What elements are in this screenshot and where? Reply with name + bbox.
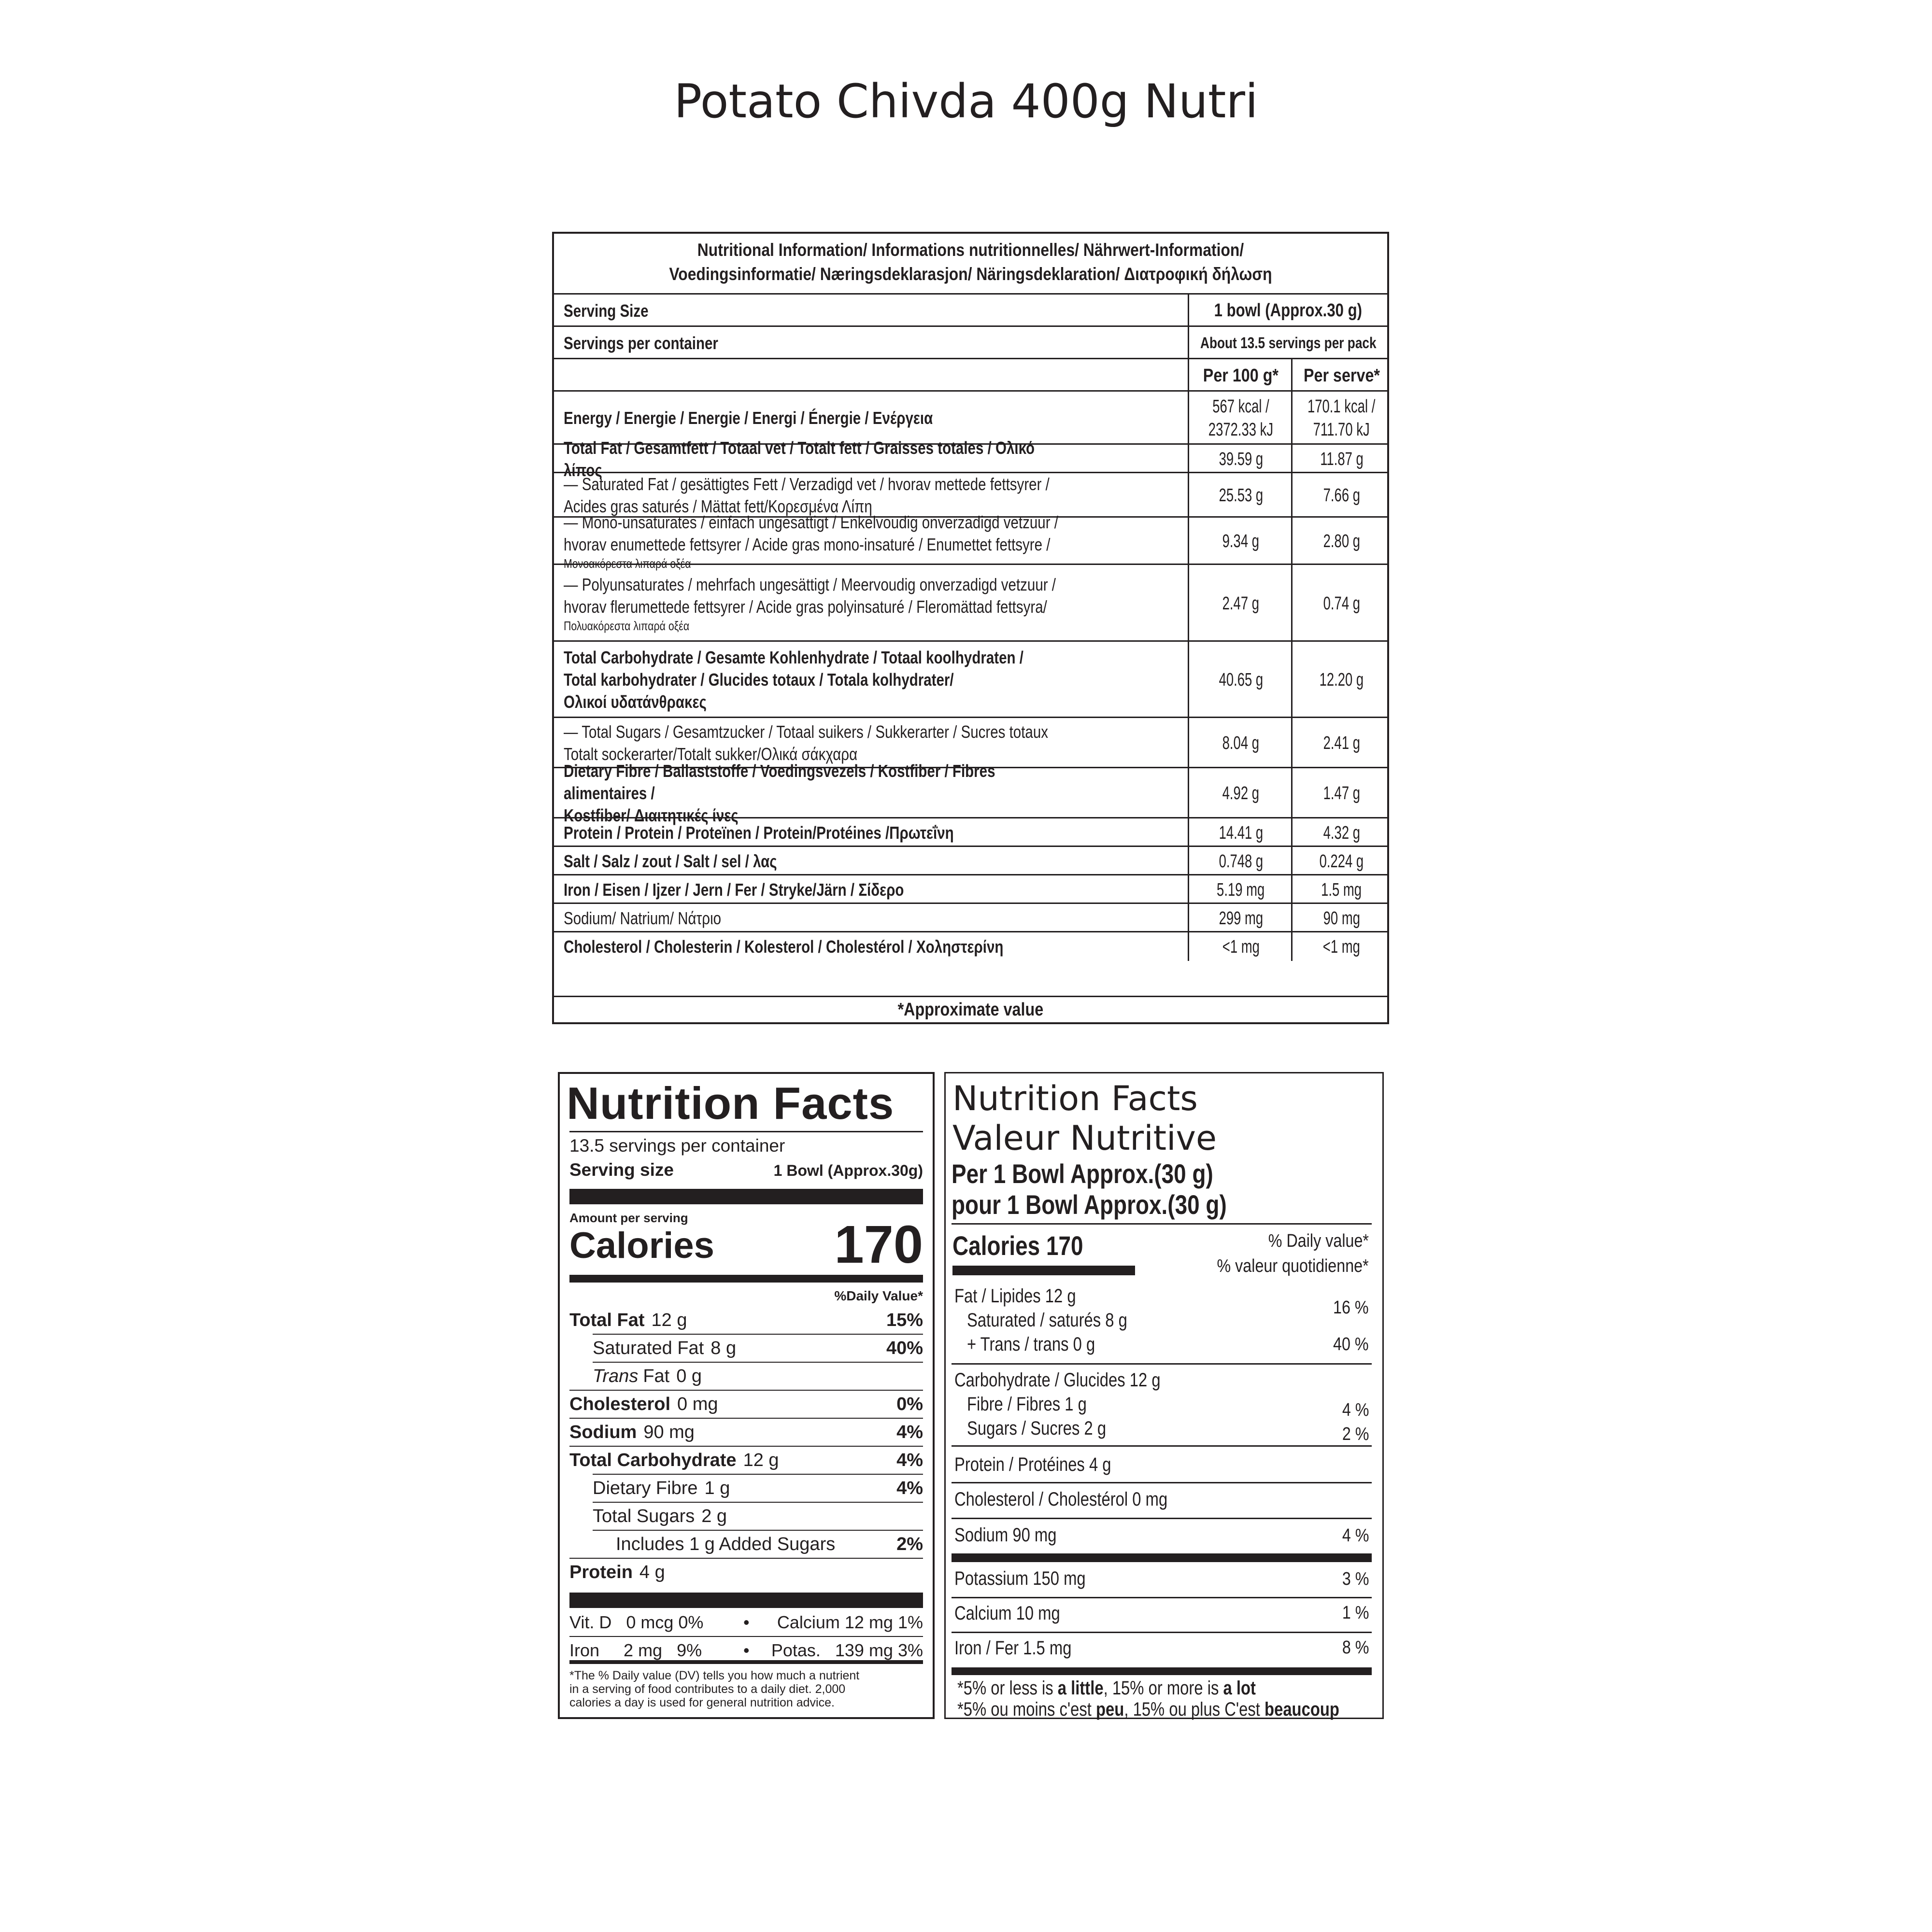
nutrient-name: Includes 1 g Added Sugars <box>616 1534 836 1554</box>
table-row <box>554 931 1387 961</box>
daily-value-header: %Daily Value* <box>834 1288 923 1303</box>
nutrient-label <box>564 512 1059 571</box>
table-row <box>554 564 1387 642</box>
nutrient-label-line: Total karbohydrater / Glucides totaux / Totala kolhydrater/ <box>564 670 954 690</box>
nutrient-label <box>564 761 1059 825</box>
nutrient-daily-value: 4% <box>896 1450 923 1470</box>
value-per-100g <box>1188 875 1293 904</box>
value-line: <1 mg <box>1322 936 1361 957</box>
nutrient-amount: 2 g <box>701 1506 727 1526</box>
nutrient-name: Cholesterol <box>569 1394 671 1414</box>
ca-sat-trans-dv: 40 % <box>1333 1334 1369 1354</box>
value-line: 4.92 g <box>1222 783 1260 804</box>
ca-footnote-fr: *5% ou moins c'est peu, 15% ou plus C'est beaucoup <box>957 1699 1339 1720</box>
nutrient-name: Total Carbohydrate <box>569 1450 737 1470</box>
nutrient-label-line: Πολυακόρεστα λιπαρά οξέα <box>564 618 690 633</box>
nutrient-label <box>564 904 1059 932</box>
value-per-100g <box>1188 904 1293 932</box>
servings-per-container-label: Servings per container <box>564 333 718 353</box>
nutrient-name: Dietary Fibre <box>593 1478 698 1498</box>
servings-per-container-value: About 13.5 servings per pack <box>1188 327 1387 359</box>
value-per-100g <box>1188 768 1293 818</box>
bullet-separator: • <box>743 1612 750 1632</box>
ca-protein: Protein / Protéines 4 g <box>954 1454 1111 1475</box>
value-line: 1.47 g <box>1323 783 1360 804</box>
micronutrient-left: Vit. D 0 mcg 0% <box>569 1612 704 1632</box>
value-per-100g <box>1188 392 1293 445</box>
value-line: 0.74 g <box>1323 593 1360 614</box>
calories-value: 170 <box>834 1215 923 1274</box>
nutrient-label <box>564 642 1059 718</box>
value-per-100g <box>1188 473 1293 518</box>
value-per-serve <box>1291 847 1391 875</box>
value-line: 2.80 g <box>1323 531 1360 551</box>
nutrient-amount: 1 g <box>704 1478 730 1498</box>
nutrient-label-line: Sodium/ Natrium/ Νάτριο <box>564 908 722 928</box>
nutrient-name: Saturated Fat <box>593 1338 704 1358</box>
table-row <box>554 817 1387 847</box>
value-per-100g <box>1188 847 1293 875</box>
nutrient-amount: 4 g <box>639 1562 665 1582</box>
daily-value-footnote-line: *The % Daily value (DV) tells you how much a nutrient <box>569 1669 860 1682</box>
value-per-100g <box>1188 718 1293 768</box>
table-row <box>554 437 1387 480</box>
ca-sodium-dv: 4 % <box>1342 1525 1369 1546</box>
canadian-nutrition-facts-label <box>944 1072 1384 1719</box>
ca-title-fr: Valeur Nutritive <box>952 1118 1217 1158</box>
table-row <box>554 903 1387 932</box>
value-line: 299 mg <box>1219 908 1263 929</box>
value-per-serve <box>1291 818 1391 847</box>
value-line: 11.87 g <box>1320 449 1364 469</box>
value-line: 2.47 g <box>1222 593 1260 614</box>
nutrient-label-line: Cholesterol / Cholesterin / Kolesterol / Cholestérol / Χοληστερίνη <box>564 936 1004 957</box>
ca-iron-dv: 8 % <box>1342 1637 1369 1658</box>
nutrient-daily-value: 40% <box>886 1338 923 1358</box>
nutrient-label-line: Protein / Protein / Proteïnen / Protein/Protéines /Πρωτεΐνη <box>564 822 954 843</box>
nutrient-label-line: Totalt sockerarter/Totalt sukker/Ολικά σάκχαρα <box>564 744 858 764</box>
column-header-per-100g: Per 100 g* <box>1188 359 1293 392</box>
nutrient-label-line: Energy / Energie / Energie / Energi / Énergie / Ενέργεια <box>564 408 933 428</box>
value-line: 12.20 g <box>1319 670 1364 690</box>
nutrient-label-line: hvorav flerumettede fettsyrer / Acide gras polyinsaturé / Fleromättad fettsyra/ <box>564 596 1047 617</box>
nutrient-daily-value: 4% <box>896 1478 923 1498</box>
page-title: Potato Chivda 400g Nutri <box>674 74 1258 128</box>
nutrient-row <box>569 1419 695 1446</box>
ca-cholesterol: Cholesterol / Cholestérol 0 mg <box>954 1489 1168 1510</box>
nutrient-row <box>569 1307 687 1334</box>
nutrient-row <box>616 1531 835 1558</box>
ca-fibre: Fibre / Fibres 1 g <box>967 1394 1087 1415</box>
value-line: 14.41 g <box>1219 822 1263 843</box>
nutrient-label <box>564 847 1059 875</box>
ca-serving-fr: pour 1 Bowl Approx.(30 g) <box>952 1189 1227 1220</box>
nutrient-amount: 0 mg <box>677 1394 718 1414</box>
value-per-100g <box>1188 642 1293 718</box>
nutrient-label-line: Μονοακόρεστα λιπαρά οξέα <box>564 556 691 571</box>
ca-fat: Fat / Lipides 12 g <box>954 1285 1076 1307</box>
nutrient-label-line: — Polyunsaturates / mehrfach ungesättigt / Meervoudig onverzadigd vetzuur / <box>564 574 1056 594</box>
table-heading <box>612 234 1329 297</box>
nutrient-amount: 8 g <box>710 1338 737 1358</box>
ca-saturated: Saturated / saturés 8 g <box>967 1310 1127 1331</box>
nutrient-label <box>564 437 1059 480</box>
value-line: 9.34 g <box>1222 531 1260 551</box>
value-per-serve <box>1291 518 1391 565</box>
value-line: 567 kcal / <box>1212 396 1269 417</box>
multilingual-nutrition-table <box>552 232 1389 1024</box>
ca-title-en: Nutrition Facts <box>952 1079 1198 1118</box>
value-per-100g <box>1188 932 1293 961</box>
nutrient-name: Sodium <box>569 1422 637 1442</box>
value-line: 4.32 g <box>1323 822 1360 843</box>
value-line: 0.748 g <box>1219 851 1263 872</box>
serving-size-label: Serving Size <box>564 300 649 321</box>
value-line: 25.53 g <box>1219 485 1263 506</box>
nutrient-label-line: Ολικοί υδατάνθρακες <box>564 692 707 712</box>
nutrient-label-line: Total Carbohydrate / Gesamte Kohlenhydrate / Totaal koolhydraten / <box>564 648 1023 667</box>
nutrient-label-line: Kostfiber/ Διαιτητικές ίνες <box>564 805 739 825</box>
bullet-separator: • <box>743 1640 750 1660</box>
value-per-serve <box>1291 768 1391 818</box>
value-per-serve <box>1291 473 1391 518</box>
nutrient-label-line: Salt / Salz / zout / Salt / sel / λας <box>564 851 777 871</box>
nutrient-row <box>569 1391 718 1418</box>
value-line: 2.41 g <box>1323 733 1360 753</box>
value-line: 0.224 g <box>1319 851 1364 872</box>
ca-fat-dv: 16 % <box>1333 1297 1369 1318</box>
value-per-serve <box>1291 904 1391 932</box>
value-line: 5.19 mg <box>1217 879 1265 900</box>
nutrient-label-line: Dietary Fibre / Ballaststoffe / Voedingsvezels / Kostfiber / Fibres alimentaires / <box>564 761 995 803</box>
nutrient-label-line: hvorav enumettede fettsyrer / Acide gras mono-insaturé / Enumettet fettsyre / <box>564 535 1051 554</box>
nutrient-label-line: Acides gras saturés / Mättat fett/Κορεσμένα Λίπη <box>564 496 872 516</box>
ca-calories: Calories 170 <box>952 1230 1083 1261</box>
ca-trans: + Trans / trans 0 g <box>967 1334 1095 1355</box>
nutrient-row <box>593 1475 730 1502</box>
value-line: 170.1 kcal / <box>1307 396 1376 417</box>
value-per-100g <box>1188 565 1293 642</box>
value-line: 1.5 mg <box>1321 879 1362 900</box>
ca-fibre-dv: 4 % <box>1342 1400 1369 1420</box>
value-per-100g <box>1188 518 1293 565</box>
calories-label: Calories <box>569 1225 714 1266</box>
ca-sodium: Sodium 90 mg <box>954 1524 1057 1546</box>
nutrient-label-line: — Saturated Fat / gesättigtes Fett / Verzadigd vet / hvorav mettede fettsyrer / <box>564 474 1050 494</box>
nutrient-row <box>593 1335 736 1362</box>
nutrient-name: Protein <box>569 1562 633 1582</box>
ca-sugars: Sugars / Sucres 2 g <box>967 1418 1107 1439</box>
ca-potassium: Potassium 150 mg <box>954 1568 1086 1589</box>
nutrient-label-line: — Total Sugars / Gesamtzucker / Totaal suikers / Sukkerarter / Sucres totaux <box>564 722 1049 742</box>
value-per-serve <box>1291 932 1391 961</box>
nutrient-daily-value: 15% <box>886 1310 923 1330</box>
nutrient-amount: 12 g <box>743 1450 779 1470</box>
ca-calcium-dv: 1 % <box>1342 1603 1369 1623</box>
amount-per-serving: Amount per serving <box>569 1211 688 1225</box>
value-per-100g <box>1188 818 1293 847</box>
nutrient-daily-value: 4% <box>896 1422 923 1442</box>
ca-calcium: Calcium 10 mg <box>954 1603 1060 1624</box>
value-line: 2372.33 kJ <box>1208 420 1274 440</box>
micronutrient-right: Calcium 12 mg 1% <box>777 1612 923 1632</box>
nutrient-name: Total Fat <box>569 1310 645 1330</box>
value-per-serve <box>1291 718 1391 768</box>
value-line: 8.04 g <box>1222 733 1260 753</box>
table-row <box>554 512 1387 571</box>
nutrient-row <box>593 1503 727 1530</box>
nutrient-amount: 0 g <box>676 1366 702 1386</box>
nutrient-label-line: Total Fat / Gesamtfett / Totaal vet / Totalt fett / Graisses totales / Ολικό λίπος <box>564 437 1035 480</box>
value-line: 40.65 g <box>1219 670 1263 690</box>
value-per-serve <box>1291 875 1391 904</box>
nutrient-name: Total Sugars <box>593 1506 695 1526</box>
value-per-serve <box>1291 392 1391 445</box>
table-row <box>554 640 1387 718</box>
nutrient-label-line: Iron / Eisen / Ijzer / Jern / Fer / Stryke/Järn / Σίδερο <box>564 879 904 900</box>
servings-per-container: 13.5 servings per container <box>569 1136 785 1156</box>
table-row <box>554 325 1387 359</box>
value-per-serve <box>1291 565 1391 642</box>
ca-carbohydrate: Carbohydrate / Glucides 12 g <box>954 1369 1161 1391</box>
nutrient-name: Trans <box>593 1366 639 1386</box>
ca-iron: Iron / Fer 1.5 mg <box>954 1637 1072 1659</box>
ca-sugars-dv: 2 % <box>1342 1424 1369 1444</box>
ca-daily-value-fr: % valeur quotidienne* <box>1217 1256 1369 1276</box>
nutrient-row <box>593 1363 702 1390</box>
nutrient-row <box>569 1559 665 1586</box>
serving-size-value: 1 bowl (Approx.30 g) <box>1188 295 1387 327</box>
ca-footnote-en: *5% or less is a little, 15% or more is a lot <box>957 1678 1256 1699</box>
serving-size-value: 1 Bowl (Approx.30g) <box>773 1162 923 1179</box>
ca-daily-value-en: % Daily value* <box>1268 1231 1369 1251</box>
table-row <box>554 761 1387 825</box>
approximate-value-footnote: *Approximate value <box>554 996 1387 1022</box>
column-header-per-serve: Per serve* <box>1291 359 1391 392</box>
value-line: 7.66 g <box>1323 485 1360 506</box>
table-heading-line: Nutritional Information/ Informations nutritionnelles/ Nährwert-Information/ <box>697 240 1244 260</box>
ca-serving-en: Per 1 Bowl Approx.(30 g) <box>952 1158 1213 1189</box>
table-column-header-row <box>554 358 1387 392</box>
table-row <box>554 472 1387 518</box>
daily-value-footnote-line: calories a day is used for general nutrition advice. <box>569 1696 835 1709</box>
table-row <box>554 874 1387 904</box>
us-label-title: Nutrition Facts <box>567 1078 895 1128</box>
nutrient-daily-value: 0% <box>896 1394 923 1414</box>
nutrient-amount: 90 mg <box>643 1422 695 1442</box>
table-row <box>554 846 1387 875</box>
ca-potassium-dv: 3 % <box>1342 1569 1369 1589</box>
value-line: 39.59 g <box>1219 449 1263 469</box>
serving-size-label: Serving size <box>569 1160 674 1180</box>
daily-value-footnote-line: in a serving of food contributes to a daily diet. 2,000 <box>569 1682 846 1696</box>
micronutrient-left: Iron 2 mg 9% <box>569 1640 702 1660</box>
nutrient-daily-value: 2% <box>896 1534 923 1554</box>
value-per-100g <box>1188 445 1293 473</box>
nutrient-label <box>564 875 1059 904</box>
value-line: 90 mg <box>1323 908 1360 929</box>
nutrient-label <box>564 818 1059 847</box>
nutrient-label <box>564 932 1059 961</box>
value-line: 711.70 kJ <box>1313 420 1370 440</box>
value-per-serve <box>1291 445 1391 473</box>
value-per-serve <box>1291 642 1391 718</box>
nutrient-label-line: — Mono-unsaturates / einfach ungesättigt / Enkelvoudig onverzadigd vetzuur / <box>564 512 1058 532</box>
us-nutrition-facts-label <box>558 1072 935 1719</box>
nutrient-name-suffix: Fat <box>643 1366 670 1386</box>
nutrient-label <box>564 565 1059 642</box>
table-heading-line: Voedingsinformatie/ Næringsdeklarasjon/ Näringsdeklaration/ Διατροφική δήλωση <box>669 264 1272 284</box>
table-row <box>554 293 1387 327</box>
nutrient-row <box>569 1447 779 1474</box>
nutrient-amount: 12 g <box>651 1310 687 1330</box>
micronutrient-right: Potas. 139 mg 3% <box>771 1640 923 1660</box>
value-line: <1 mg <box>1222 936 1260 957</box>
